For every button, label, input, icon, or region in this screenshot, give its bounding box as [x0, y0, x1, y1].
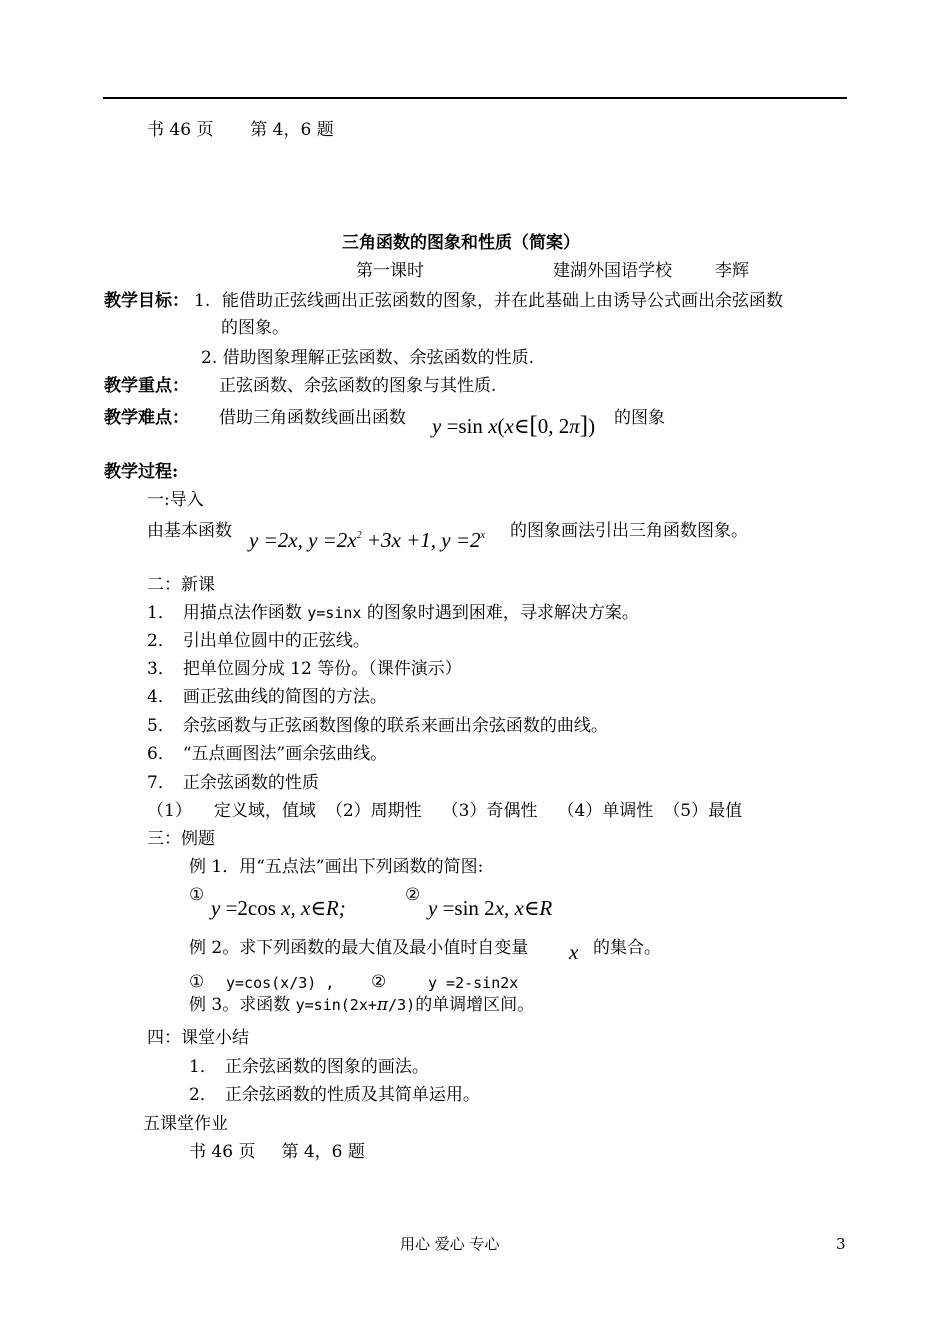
example-1-circle-1: ① [189, 885, 205, 905]
new-lesson-item: 3． 把单位圆分成 12 等份。（课件演示） [147, 659, 462, 679]
example-1-circle-2: ② [405, 885, 421, 905]
example-2-suffix: 的集合。 [593, 938, 661, 958]
new-lesson-item: 2． 引出单位圆中的正弦线。 [147, 631, 370, 651]
footer-motto: 用心 爱心 专心 [400, 1235, 500, 1253]
school-name: 建湖外国语学校 [553, 261, 672, 281]
top-book: 书 46 页 [147, 120, 214, 140]
top-problems: 第 4，6 题 [250, 120, 334, 140]
homework-heading: 五课堂作业 [143, 1114, 228, 1134]
key-points-label: 教学重点： [104, 376, 189, 396]
difficulty-formula: y =sin x(x∈[0, 2π]) [432, 412, 596, 439]
new-lesson-heading: 二：新课 [147, 575, 215, 595]
difficulty-label: 教学难点： [104, 408, 189, 428]
difficulty-text: 借助三角函数线画出函数 [219, 408, 406, 428]
header-rule [103, 97, 847, 99]
teacher-name: 李辉 [715, 261, 749, 281]
summary-item: 2． 正余弦函数的性质及其简单运用。 [189, 1085, 480, 1105]
goals-label: 教学目标： [104, 291, 189, 311]
example-1-formula-2: y =sin 2x, x∈R [428, 896, 553, 920]
example-2-var: x [569, 940, 579, 964]
examples-heading: 三：例题 [147, 829, 215, 849]
new-lesson-item: 6． “五点画图法”画余弦曲线。 [147, 744, 388, 764]
intro-formula: y =2x, $y =2x^2 +3x +1$, $y =2^x$ [249, 528, 485, 552]
page-number: 3 [836, 1235, 846, 1253]
summary-item: 1． 正余弦函数的图象的画法。 [189, 1057, 429, 1077]
example-3: 例 3。求函数 y=sin(2x+π/3)的单调增区间。 [189, 995, 535, 1015]
lesson-label: 第一课时 [356, 261, 424, 281]
homework-assignment: 书 46 页 第 4，6 题 [189, 1142, 365, 1162]
process-label: 教学过程: [104, 462, 179, 482]
new-lesson-item: 7． 正余弦函数的性质 [147, 773, 319, 793]
top-assignment [147, 120, 334, 140]
properties-line: （1） 定义域，值域 （2）周期性 （3）奇偶性 （4）单调性 （5）最值 [147, 801, 743, 821]
new-lesson-item: 1． 用描点法作函数 y=sinx 的图象时遇到困难，寻求解决方案。 [147, 603, 639, 623]
intro-suffix: 的图象画法引出三角函数图象。 [510, 521, 748, 541]
document-title: 三角函数的图象和性质（简案） [342, 233, 580, 253]
example-2-circle-1: ① [189, 972, 205, 992]
summary-heading: 四：课堂小结 [147, 1028, 249, 1048]
example-1-formula-1: y =2cos x, x∈R; [211, 896, 346, 920]
example-2-text: 例 2。求下列函数的最大值及最小值时自变量 [189, 938, 529, 958]
example-2-formula-2: y =2-sin2x [428, 974, 519, 992]
goal-1-cont: 的图象。 [221, 318, 289, 338]
intro-text: 由基本函数 [147, 521, 232, 541]
goal-1-text: 能借助正弦线画出正弦函数的图象，并在此基础上由诱导公式画出余弦函数 [222, 291, 783, 311]
key-points-text: 正弦函数、余弦函数的图象与其性质. [219, 376, 497, 396]
example-1-text: 例 1．用“五点法”画出下列函数的简图: [189, 857, 484, 877]
goal-2: 2. 借助图象理解正弦函数、余弦函数的性质. [201, 348, 535, 368]
difficulty-suffix: 的图象 [614, 408, 665, 428]
example-2-formula-1: y=cos(x/3) , [226, 974, 335, 992]
example-2-circle-2: ② [371, 972, 387, 992]
new-lesson-item: 4． 画正弦曲线的简图的方法。 [147, 687, 387, 707]
new-lesson-item: 5． 余弦函数与正弦函数图像的联系来画出余弦函数的曲线。 [147, 716, 608, 736]
intro-heading: 一:导入 [147, 490, 204, 510]
goal-1-num: 1. [194, 291, 211, 311]
